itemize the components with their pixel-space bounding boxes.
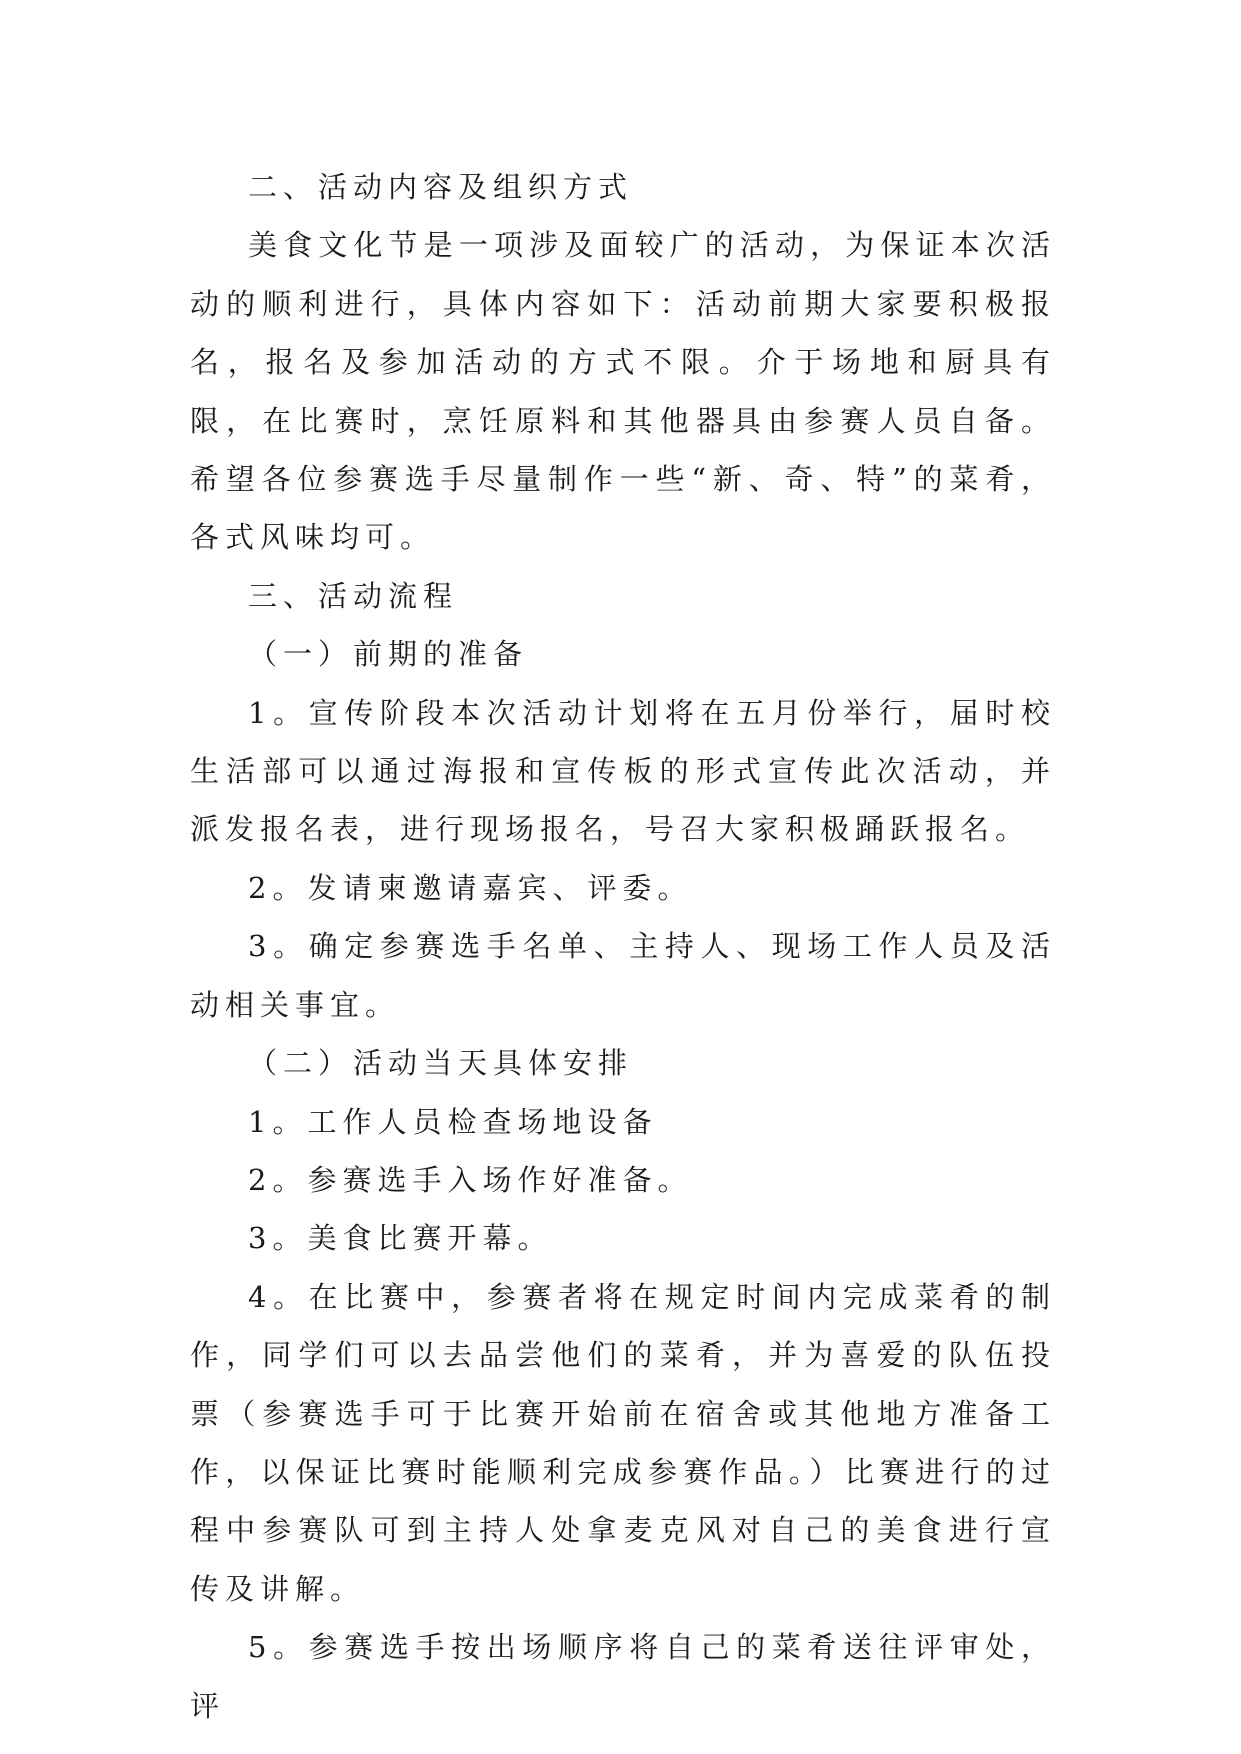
- list-item-day-2: 2。参赛选手入场作好准备。: [248, 1162, 693, 1197]
- list-item-prep-3: 3。确定参赛选手名单、主持人、现场工作人员及活动相关事宜。: [190, 929, 1056, 1022]
- list-item-day-4: 4。在比赛中，参赛者将在规定时间内完成菜肴的制作，同学们可以去品尝他们的菜肴，并为喜爱的队伍投票（参赛选手可于比赛开始前在宿舍或其他地方准备工作，以保证比赛时能顺利完成参赛作品。）比赛进行的过程中参赛队可到主持人处拿麦克风对自己的美食进行宣传及讲解。: [190, 1279, 1056, 1606]
- list-item-prep-2: 2。发请柬邀请嘉宾、评委。: [248, 870, 693, 905]
- list-item-prep-1: 1。宣传阶段本次活动计划将在五月份举行，届时校生活部可以通过海报和宣传板的形式宣传此次活动，并派发报名表，进行现场报名，号召大家积极踊跃报名。: [190, 695, 1056, 847]
- list-item-day-3: 3。美食比赛开幕。: [248, 1221, 553, 1256]
- list-item-day-1: 1。工作人员检查场地设备: [248, 1104, 658, 1139]
- subsection-heading-1: （一）前期的准备: [248, 637, 529, 672]
- subsection-heading-2: （二）活动当天具体安排: [248, 1046, 634, 1081]
- section-heading-2: 二、活动内容及组织方式: [248, 170, 634, 204]
- list-item-day-5: 5。参赛选手按出场顺序将自己的菜肴送往评审处，评: [190, 1630, 1056, 1723]
- paragraph-content-intro: 美食文化节是一项涉及面较广的活动，为保证本次活动的顺利进行，具体内容如下：活动前期大家要积极报名，报名及参加活动的方式不限。介于场地和厨具有限，在比赛时，烹饪原料和其他器具由参赛人员自备。希望各位参赛选手尽量制作一些“新、奇、特”的菜肴，各式风味均可。: [190, 228, 1056, 555]
- document-body: [190, 158, 1056, 1735]
- section-heading-3: 三、活动流程: [248, 578, 459, 613]
